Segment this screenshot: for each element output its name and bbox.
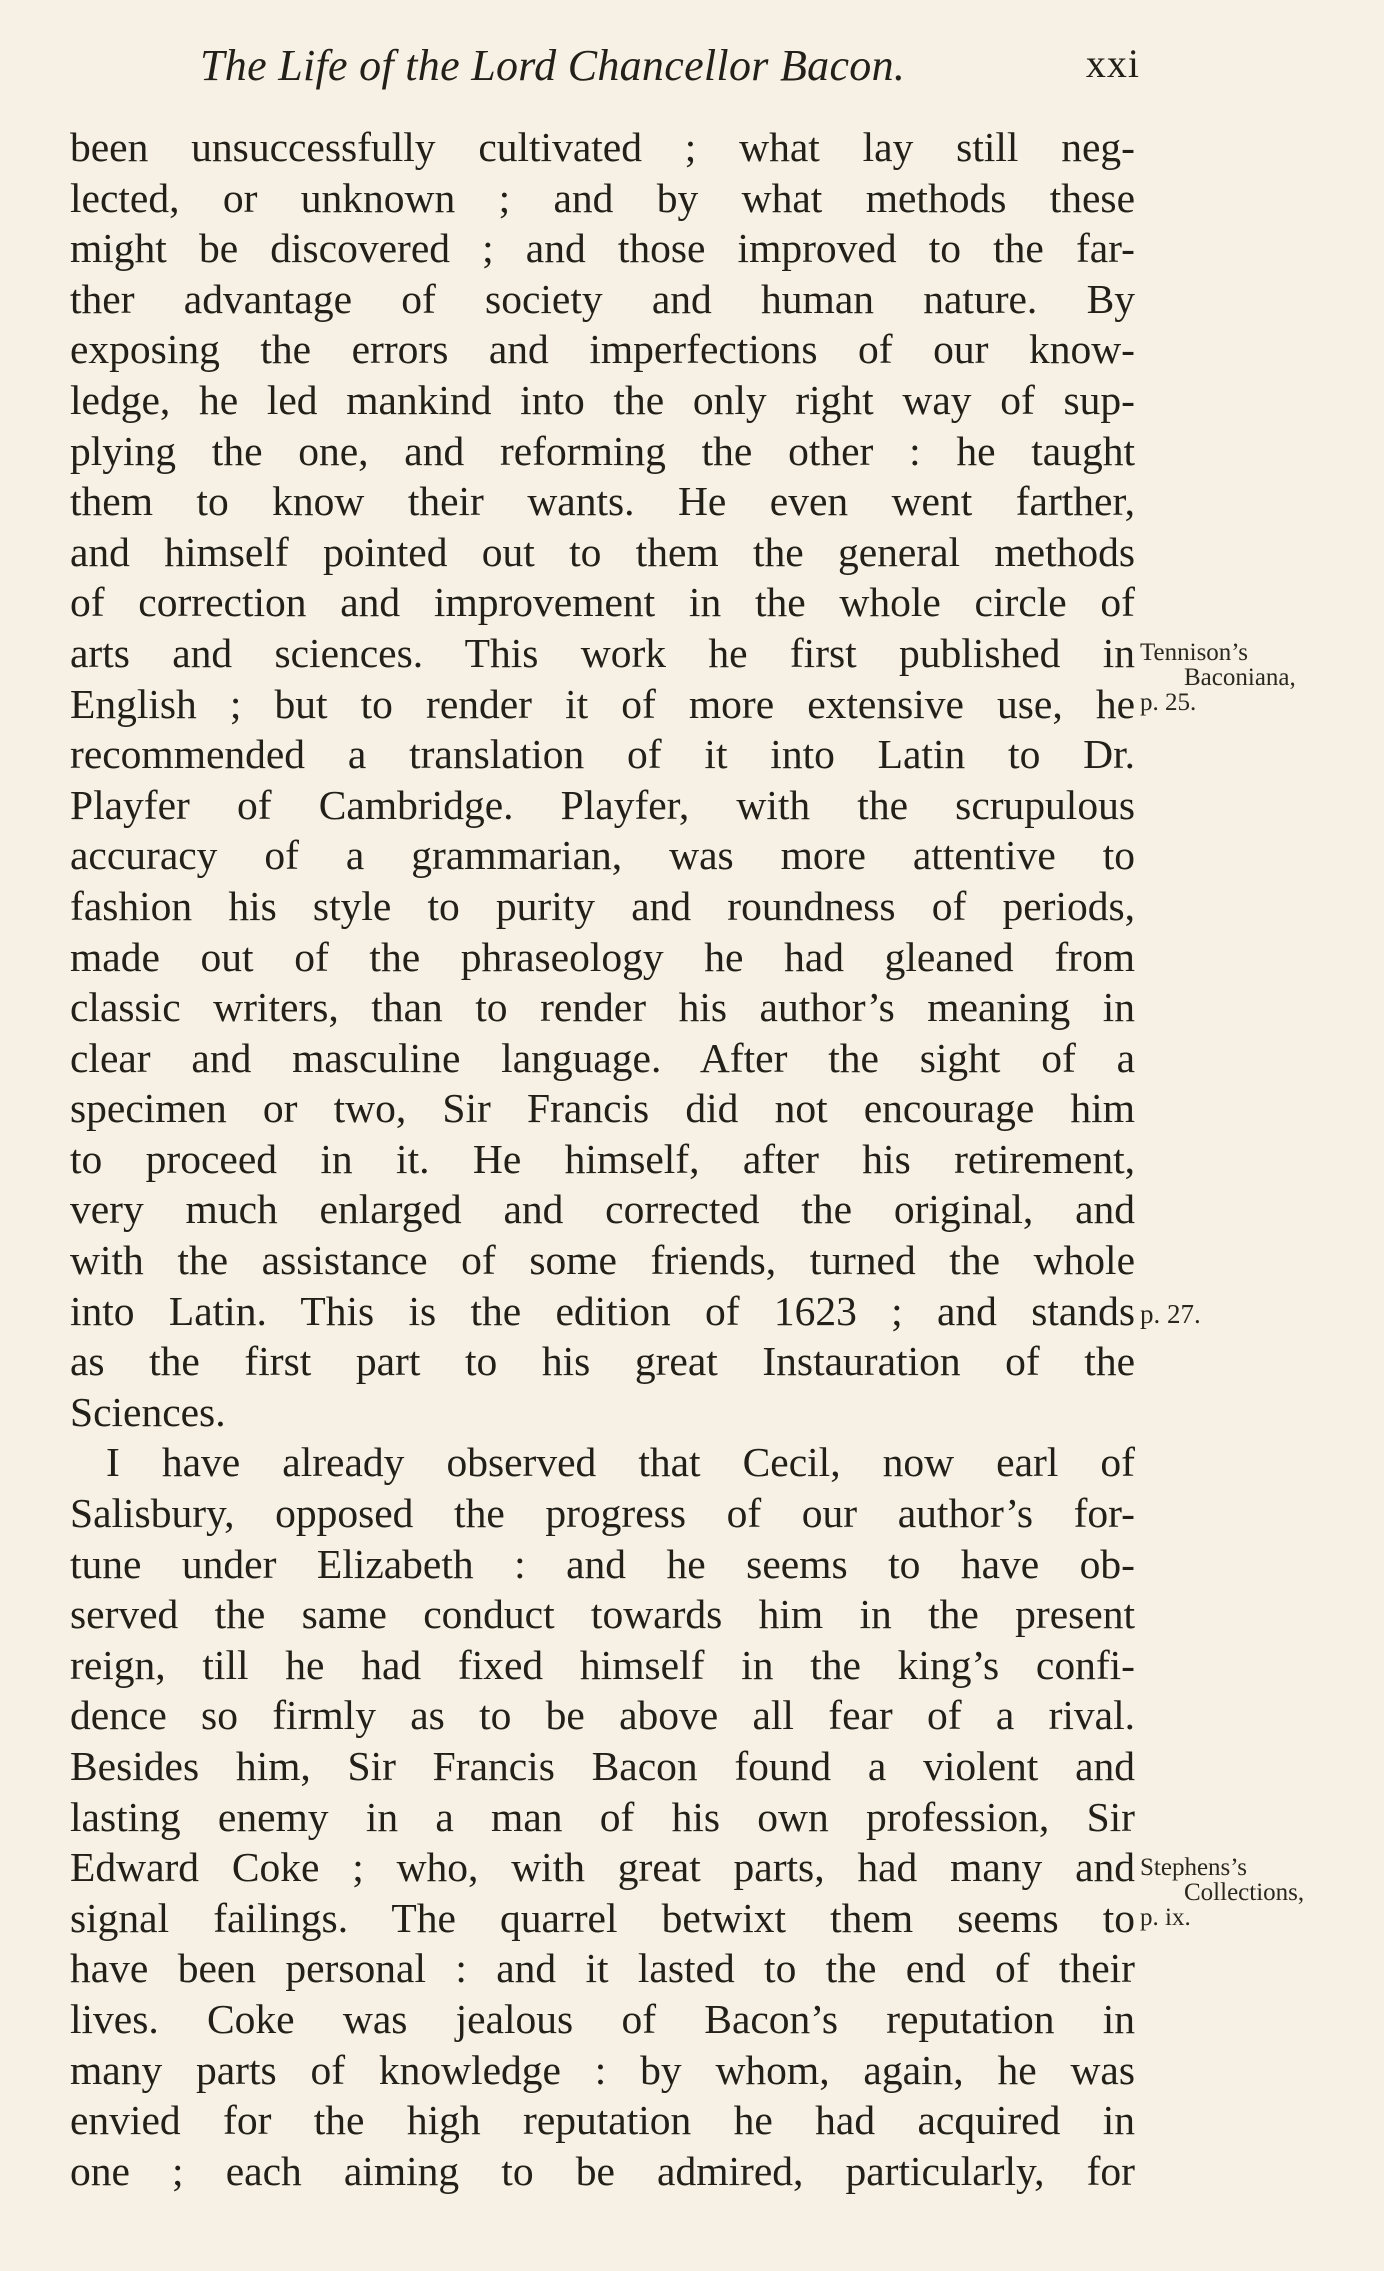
body-text	[70, 122, 1135, 2196]
text-line: might be discovered ; and those improved to the far-	[70, 225, 1135, 272]
text-line: I have already observed that Cecil, now earl of	[106, 1439, 1135, 1486]
text-line: Besides him, Sir Francis Bacon found a violent and	[70, 1743, 1135, 1789]
margin-note-line: p. 25.	[1140, 689, 1197, 716]
text-line: exposing the errors and imperfections of our know-	[70, 326, 1135, 373]
text-line: tune under Elizabeth : and he seems to have ob-	[70, 1540, 1135, 1587]
text-line: one ; each aiming to be admired, particularly, for	[70, 2147, 1135, 2194]
text-line: many parts of knowledge : by whom, again, he was	[70, 2046, 1135, 2093]
text-line: arts and sciences. This work he first published in	[70, 629, 1135, 676]
text-line: have been personal : and it lasted to the end of their	[70, 1945, 1135, 1992]
text-line: lives. Coke was jealous of Bacon’s reputation in	[70, 1995, 1135, 2042]
margin-note-line: Tennison’s	[1140, 639, 1248, 666]
margin-note-tennison	[1140, 640, 1340, 715]
text-line: accuracy of a grammarian, was more attentive to	[70, 832, 1135, 879]
text-line: dence so firmly as to be above all fear of a rival.	[70, 1692, 1135, 1739]
text-line: to proceed in it. He himself, after his retirement,	[70, 1135, 1135, 1182]
text-line: been unsuccessfully cultivated ; what lay still neg-	[70, 124, 1135, 170]
text-line: plying the one, and reforming the other : he taught	[70, 427, 1135, 474]
text-line: Edward Coke ; who, with great parts, had many and	[70, 1844, 1135, 1891]
text-line: as the first part to his great Instauration of the	[70, 1338, 1135, 1385]
text-line: them to know their wants. He even went farther,	[70, 478, 1135, 525]
text-line: of correction and improvement in the whole circle of	[70, 579, 1135, 626]
text-line: clear and masculine language. After the sight of a	[70, 1034, 1135, 1081]
margin-note-line: p. ix.	[1140, 1904, 1191, 1931]
margin-note-line: p. 27.	[1140, 1299, 1201, 1329]
running-head	[200, 40, 1140, 110]
text-line: classic writers, than to render his author’s meaning in	[70, 984, 1135, 1031]
margin-note-p27	[1140, 1299, 1340, 1329]
margin-note-line: Collections,	[1184, 1879, 1305, 1906]
text-line: English ; but to render it of more extensive use, he	[70, 680, 1135, 727]
running-title: The Life of the Lord Chancellor Bacon.	[200, 41, 906, 90]
margin-note-line: Baconiana,	[1184, 664, 1296, 691]
text-line: with the assistance of some friends, turned the whole	[70, 1237, 1135, 1284]
text-line: signal failings. The quarrel betwixt them seems to	[70, 1894, 1135, 1941]
text-line: Sciences.	[70, 1388, 226, 1435]
text-line: ledge, he led mankind into the only right way of sup-	[70, 376, 1135, 423]
text-line: into Latin. This is the edition of 1623 ; and stands	[70, 1287, 1135, 1334]
text-line: ther advantage of society and human nature. By	[70, 275, 1135, 322]
text-line: Playfer of Cambridge. Playfer, with the scrupulous	[70, 781, 1135, 828]
margin-note-stephens	[1140, 1855, 1340, 1930]
text-line: and himself pointed out to them the general methods	[70, 528, 1135, 575]
text-line: envied for the high reputation he had acquired in	[70, 2097, 1135, 2144]
text-line: specimen or two, Sir Francis did not encourage him	[70, 1085, 1135, 1132]
text-line: reign, till he had fixed himself in the king’s confi-	[70, 1641, 1135, 1688]
text-line: recommended a translation of it into Latin to Dr.	[70, 731, 1135, 778]
text-line: fashion his style to purity and roundness of periods,	[70, 882, 1135, 929]
page-number: xxi	[1085, 41, 1140, 86]
margin-note-line: Stephens’s	[1140, 1854, 1247, 1881]
text-line: made out of the phraseology he had gleaned from	[70, 933, 1135, 980]
text-line: lected, or unknown ; and by what methods these	[70, 174, 1135, 221]
text-line: very much enlarged and corrected the original, and	[70, 1186, 1135, 1233]
text-line: served the same conduct towards him in the present	[70, 1591, 1135, 1638]
text-line: Salisbury, opposed the progress of our author’s for-	[70, 1490, 1135, 1537]
text-line: lasting enemy in a man of his own profession, Sir	[70, 1793, 1135, 1840]
